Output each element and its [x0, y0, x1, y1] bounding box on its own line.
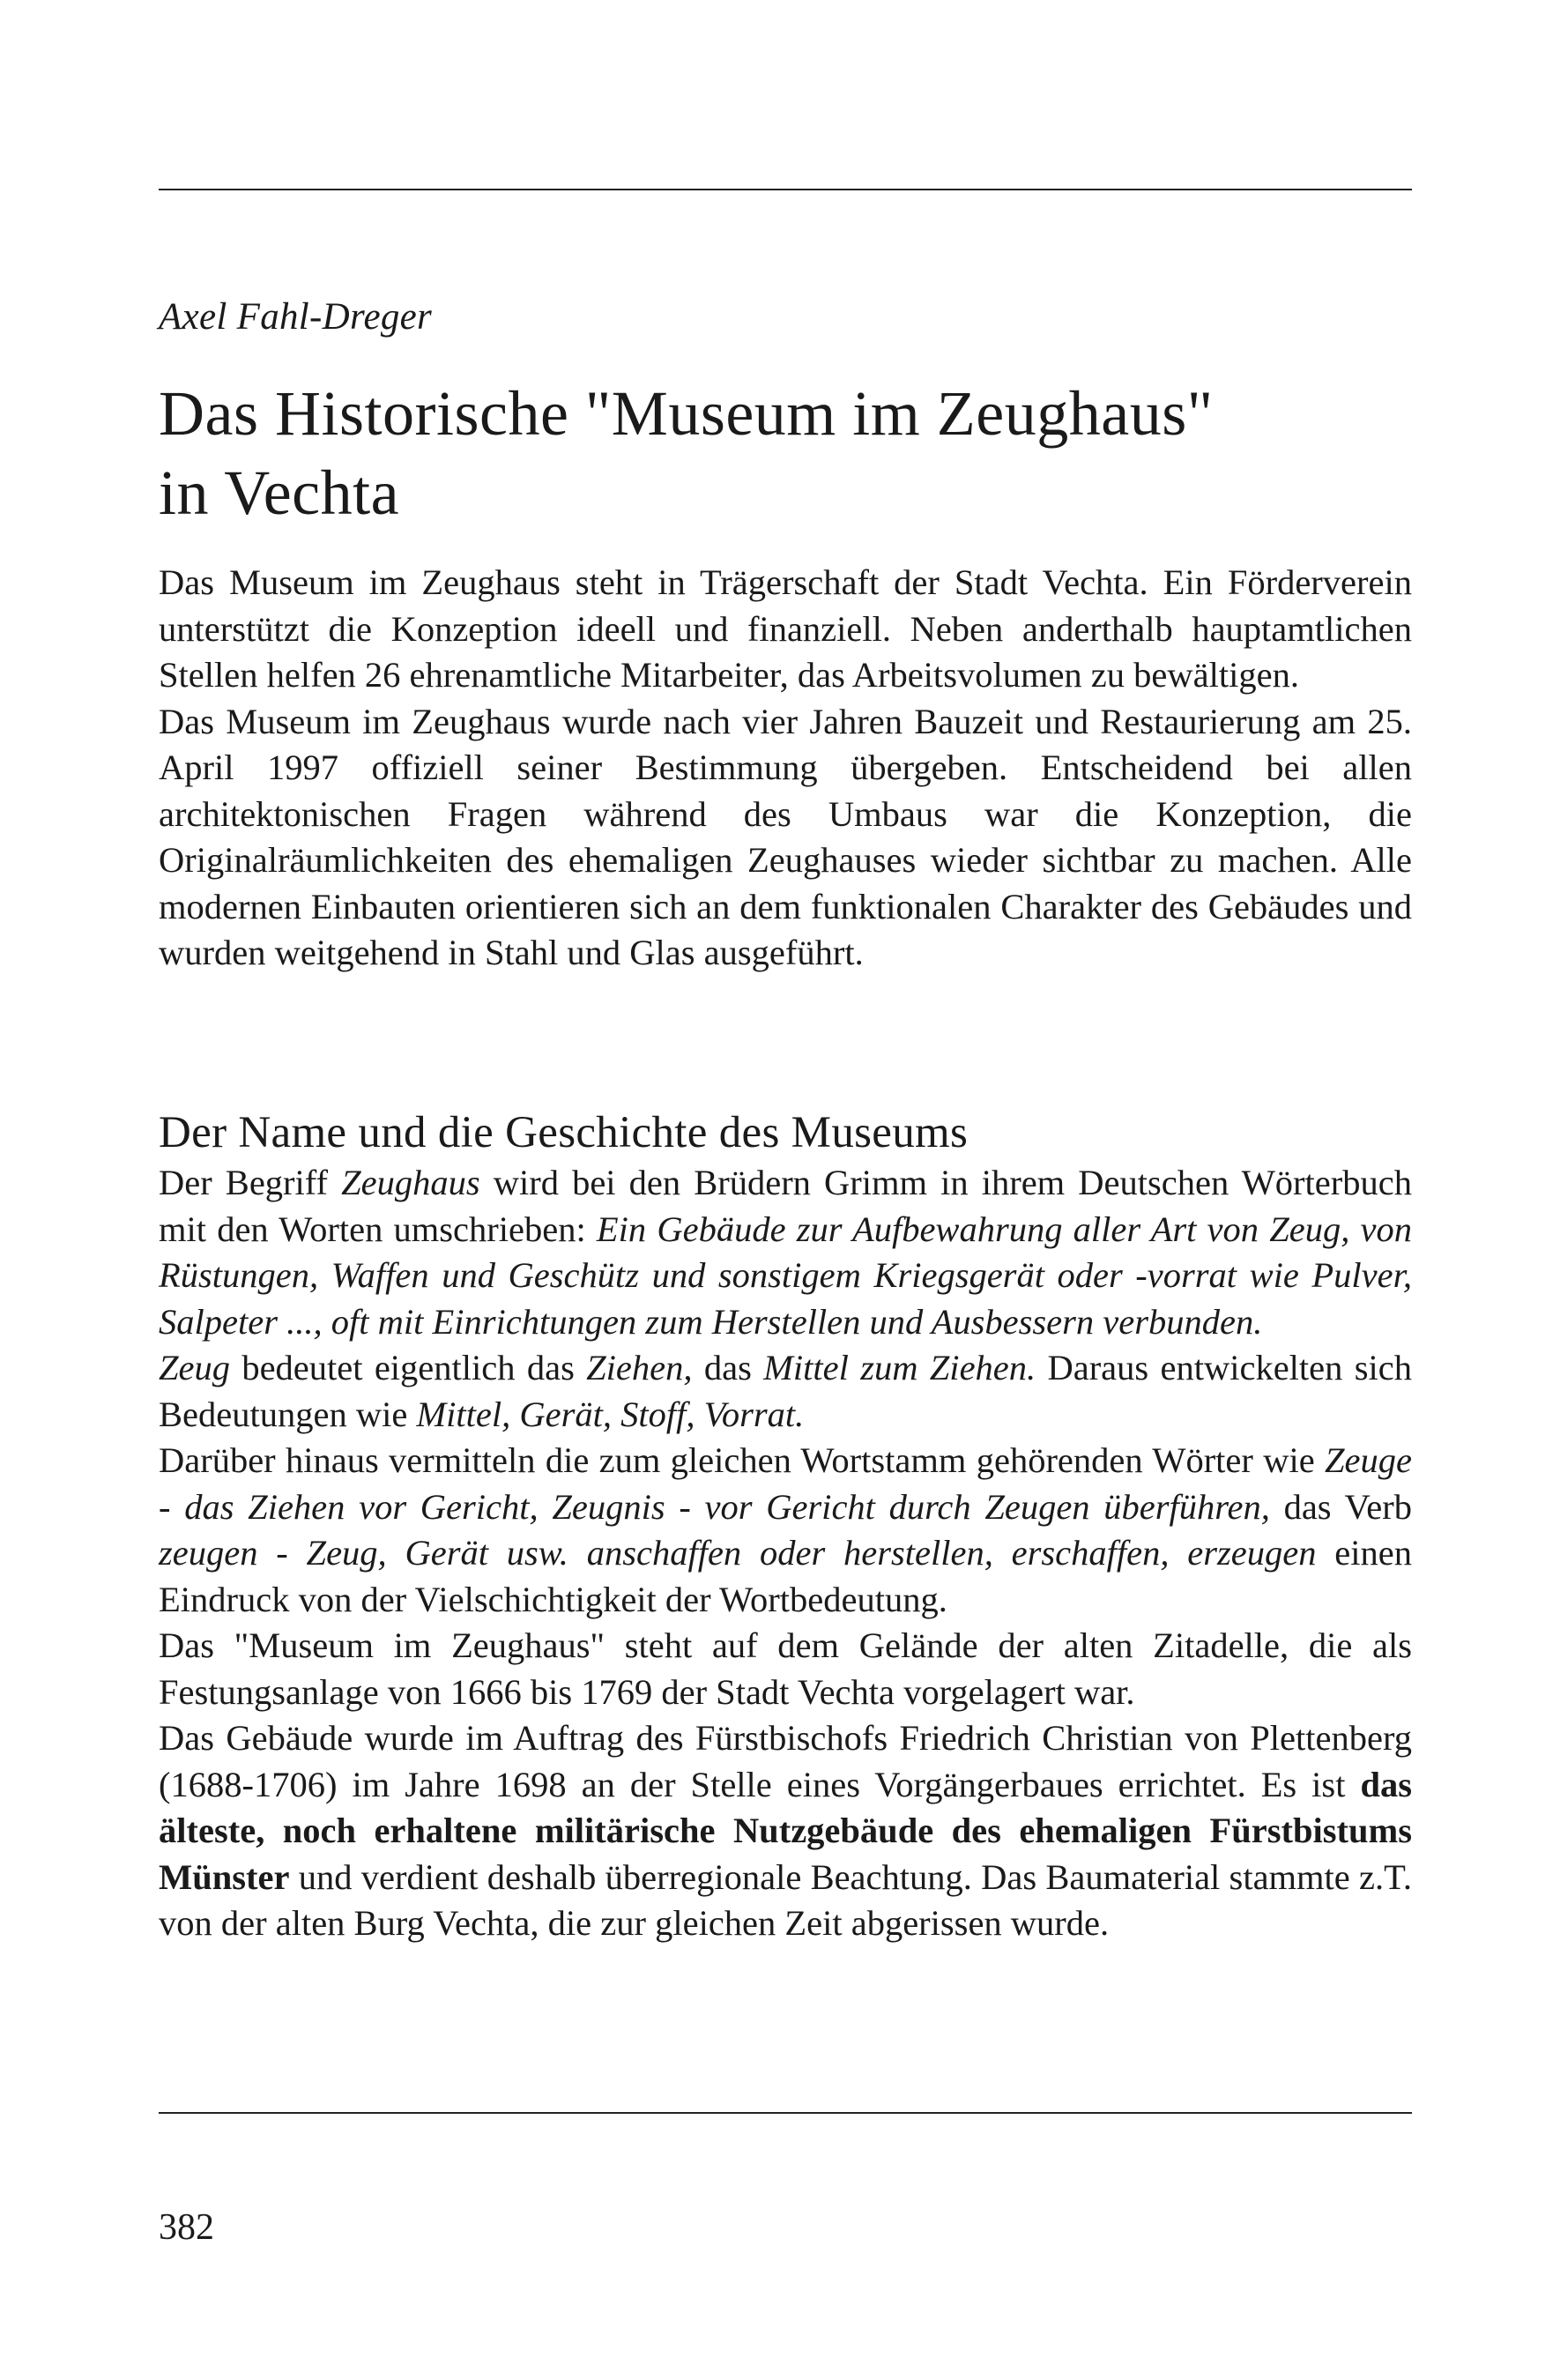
italic-term: Zeug [159, 1348, 230, 1387]
text-run: wird bei den Brüdern Grimm in ihrem Deutschen Wörterbuch mit den Worten umschrieben: [159, 1163, 1412, 1249]
intro-paragraph-2: Das Museum im Zeughaus wurde nach vier Jahren Bauzeit und Restaurierung am 25. April 1997 offiziell seiner Bestimmung übergeben. Entscheidend bei allen architektonischen Fragen während des Umbaus war die Konzeption, die Originalräumlichkeiten des ehemaligen Zeughauses wieder sichtbar zu machen. Alle modernen Einbauten orientieren sich an dem funktionalen Charakter des Gebäudes und wurden weitgehend in Stahl und Glas ausgeführt. [159, 701, 1412, 972]
bold-emphasis: das älteste, noch erhaltene militärische Nutzgebäude des ehemaligen Fürstbistums Münster [159, 1764, 1412, 1897]
top-rule [159, 189, 1412, 190]
bottom-rule [159, 2112, 1412, 2114]
section-paragraph-4: Das "Museum im Zeughaus" steht auf dem Gelände der alten Zitadelle, die als Festungsanlage von 1666 bis 1769 der Stadt Vechta vorgelagert war. [159, 1625, 1412, 1712]
article-title [159, 374, 1412, 532]
section-text [159, 1160, 1412, 1947]
intro-text [159, 560, 1412, 977]
text-run: Darüber hinaus vermitteln die zum gleichen Wortstamm gehörenden Wörter wie [159, 1440, 1326, 1480]
section-heading: Der Name und die Geschichte des Museums [159, 1108, 969, 1157]
text-run: Daraus entwickelten sich Bedeutungen wie [159, 1348, 1412, 1434]
page-number: 382 [159, 2207, 214, 2248]
text-run: einen Eindruck von der Vielschichtigkeit der Wortbedeutung. [159, 1533, 1412, 1619]
italic-term: Mittel, Gerät, Stoff, Vorrat. [416, 1394, 805, 1434]
text-run: das [692, 1348, 764, 1387]
section-paragraph-3 [159, 1438, 1412, 1623]
italic-term: Zeuge - das Ziehen vor Gericht, Zeugnis - vor Gericht durch Zeugen überführen, [159, 1440, 1412, 1527]
section-paragraph-1 [159, 1160, 1412, 1345]
title-line-2: in Vechta [159, 457, 400, 528]
italic-term: zeugen - Zeug, Gerät usw. anschaffen oder herstellen, erschaffen, erzeugen [159, 1533, 1317, 1573]
italic-term: Zeughaus [341, 1163, 480, 1202]
text-run: und verdient deshalb überregionale Beachtung. Das Baumaterial stammte z.T. von der alten Burg Vechta, die zur gleichen Zeit abgerissen wurde. [159, 1856, 1412, 1943]
section-paragraph-5 [159, 1715, 1412, 1947]
author-name: Axel Fahl-Dreger [159, 296, 433, 338]
italic-term: Ziehen, [586, 1348, 693, 1387]
italic-term: Mittel zum Ziehen. [763, 1348, 1036, 1387]
text-run: Das Gebäude wurde im Auftrag des Fürstbischofs Friedrich Christian von Plettenberg (1688-1706) im Jahre 1698 an der Stelle eines Vorgängerbaues errichtet. Es ist [159, 1718, 1412, 1804]
book-page [159, 0, 1412, 2380]
text-run: das Verb [1269, 1486, 1413, 1527]
section-paragraph-2 [159, 1345, 1412, 1438]
text-run: bedeutet eigentlich das [230, 1348, 587, 1387]
text-run: Der Begriff [159, 1163, 342, 1202]
title-line-1: Das Historische "Museum im Zeughaus" [159, 378, 1214, 449]
italic-quote: Ein Gebäude zur Aufbewahrung aller Art von Zeug, von Rüstungen, Waffen und Geschütz und sonstigem Kriegsgerät oder -vorrat wie Pulver, Salpeter ..., oft mit Einrichtungen zum Herstellen und Ausbessern verbunden. [159, 1209, 1412, 1342]
intro-paragraph-1: Das Museum im Zeughaus steht in Trägerschaft der Stadt Vechta. Ein Förderverein unterstützt die Konzeption ideell und finanziell. Neben anderthalb hauptamtlichen Stellen helfen 26 ehrenamtliche Mitarbeiter, das Arbeitsvolumen zu bewältigen. [159, 562, 1412, 695]
